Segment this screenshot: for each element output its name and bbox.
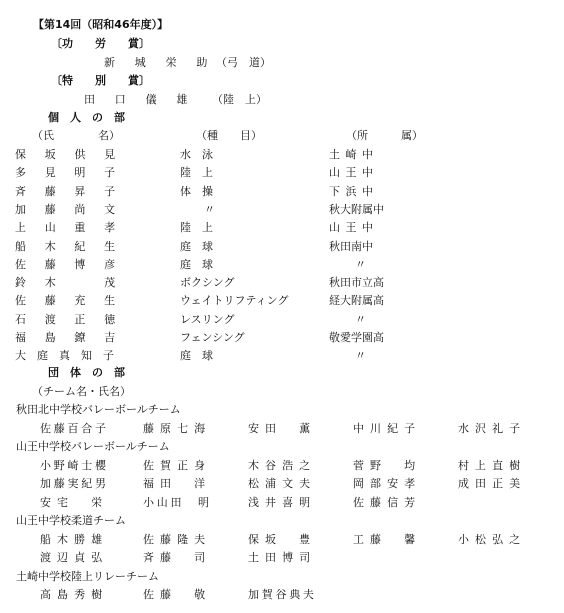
team-header: （チーム名・氏名） xyxy=(32,385,131,398)
individual-header-name: （氏 名） xyxy=(32,129,120,142)
team-member-name: 小松弘之 xyxy=(458,532,527,546)
team-member-name: 水沢礼子 xyxy=(458,421,527,435)
individual-row-affiliation: 〃 xyxy=(355,257,372,271)
team-member-name: 松浦文夫 xyxy=(248,477,317,490)
team-member-name: 渡辺貞弘 xyxy=(40,551,109,564)
team-member-name: 船木勝雄 xyxy=(40,532,109,546)
team-member-name: 安田 薫 xyxy=(248,421,317,435)
individual-header-affiliation: （所 属） xyxy=(346,129,423,142)
document-heading: 【第14回（昭和46年度）】 xyxy=(33,18,169,31)
team-member-name: 福田 洋 xyxy=(143,477,212,490)
individual-row-name: 大庭真知子 xyxy=(15,349,125,363)
team-section-title: 団 体 の 部 xyxy=(48,366,125,379)
individual-row-event: 水 泳 xyxy=(180,148,213,161)
individual-row-affiliation: 経大附属高 xyxy=(329,294,384,308)
team-member-name: 工藤 馨 xyxy=(353,532,422,546)
individual-row-name: 船木紀生 xyxy=(15,239,134,253)
team-member-name: 岡部安孝 xyxy=(353,477,422,490)
individual-row-name: 斉藤昇子 xyxy=(15,184,134,198)
team-member-name: 佐藤信芳 xyxy=(353,495,422,509)
individual-row-name: 加藤尚文 xyxy=(15,202,134,216)
team-member-name: 小野崎士櫻 xyxy=(40,458,109,472)
individual-row-affiliation: 下浜中 xyxy=(329,184,379,198)
individual-row-event: フェンシング xyxy=(180,331,245,344)
team-member-name: 佐賀正身 xyxy=(143,458,212,472)
individual-row-name: 上山重孝 xyxy=(15,221,134,235)
team-name: 土崎中学校陸上リレーチーム xyxy=(16,569,159,583)
team-member-name: 佐藤隆夫 xyxy=(143,532,212,546)
team-member-name: 小山田 明 xyxy=(143,495,212,509)
individual-row-event: 庭 球 xyxy=(180,257,213,271)
special-award-label: 〔特 別 賞〕 xyxy=(51,74,150,87)
individual-row-name: 多見明子 xyxy=(15,166,134,180)
individual-header-event: （種 目） xyxy=(196,129,262,142)
individual-row-affiliation: 土崎中 xyxy=(329,148,379,161)
individual-row-name: 福島鐐吉 xyxy=(15,331,134,344)
team-member-name: 安宅 栄 xyxy=(40,495,109,509)
merit-award-recipient-name: 新 城 栄 助 xyxy=(104,56,212,69)
team-name: 山王中学校バレーボールチーム xyxy=(16,440,170,453)
team-member-name: 成田正美 xyxy=(458,477,527,490)
team-member-name: 高島秀樹 xyxy=(40,588,109,601)
team-member-name: 土田博司 xyxy=(248,551,317,564)
team-member-name: 浅井喜明 xyxy=(248,495,317,509)
individual-row-event: 陸 上 xyxy=(180,166,213,180)
merit-award-label: 〔功 労 賞〕 xyxy=(51,37,150,50)
individual-row-name: 保坂供見 xyxy=(15,148,134,161)
individual-row-name: 石渡正徳 xyxy=(15,312,134,326)
individual-row-event: レスリング xyxy=(180,312,235,326)
individual-row-event: ウェイトリフティング xyxy=(180,294,289,308)
individual-row-name: 佐藤充生 xyxy=(15,294,134,308)
team-member-name: 木谷浩之 xyxy=(248,458,317,472)
team-member-name: 村上直樹 xyxy=(458,458,527,472)
individual-row-affiliation: 秋田市立高 xyxy=(329,276,384,290)
individual-row-name: 鈴木 茂 xyxy=(15,276,134,290)
team-member-name: 佐藤百合子 xyxy=(40,421,109,435)
individual-row-affiliation: 敬愛学園高 xyxy=(329,331,384,344)
individual-row-affiliation: 〃 xyxy=(355,349,372,363)
team-member-name: 保坂 豊 xyxy=(248,532,317,546)
individual-row-event: 庭 球 xyxy=(180,239,213,253)
individual-row-name: 佐藤博彦 xyxy=(15,257,134,271)
merit-award-recipient-field: （弓 道） xyxy=(216,56,271,69)
team-member-name: 菅野 均 xyxy=(353,458,422,472)
team-member-name: 加賀谷典夫 xyxy=(248,588,317,601)
team-member-name: 加藤実紀男 xyxy=(40,477,109,490)
team-name: 秋田北中学校バレーボールチーム xyxy=(16,403,181,416)
team-member-name: 藤原七海 xyxy=(143,421,212,435)
individual-row-event: 陸 上 xyxy=(180,221,213,235)
team-name: 山王中学校柔道チーム xyxy=(16,514,126,527)
individual-row-event: ボクシング xyxy=(180,276,235,290)
individual-row-affiliation: 山王中 xyxy=(329,166,379,180)
individual-row-affiliation: 秋大附属中 xyxy=(329,202,384,216)
team-member-name: 佐藤 敬 xyxy=(143,588,212,601)
individual-row-event: 〃 xyxy=(204,202,215,216)
individual-row-event: 体 操 xyxy=(180,184,213,198)
team-member-name: 中川紀子 xyxy=(353,421,422,435)
team-member-name: 斉藤 司 xyxy=(143,551,212,564)
individual-row-affiliation: 山王中 xyxy=(329,221,379,235)
individual-section-title: 個 人 の 部 xyxy=(48,111,125,124)
special-award-recipient-field: （陸 上） xyxy=(212,93,267,106)
individual-row-affiliation: 秋田南中 xyxy=(329,239,373,253)
individual-row-affiliation: 〃 xyxy=(355,312,372,326)
special-award-recipient-name: 田 口 儀 雄 xyxy=(84,93,192,106)
individual-row-event: 庭 球 xyxy=(180,349,213,363)
